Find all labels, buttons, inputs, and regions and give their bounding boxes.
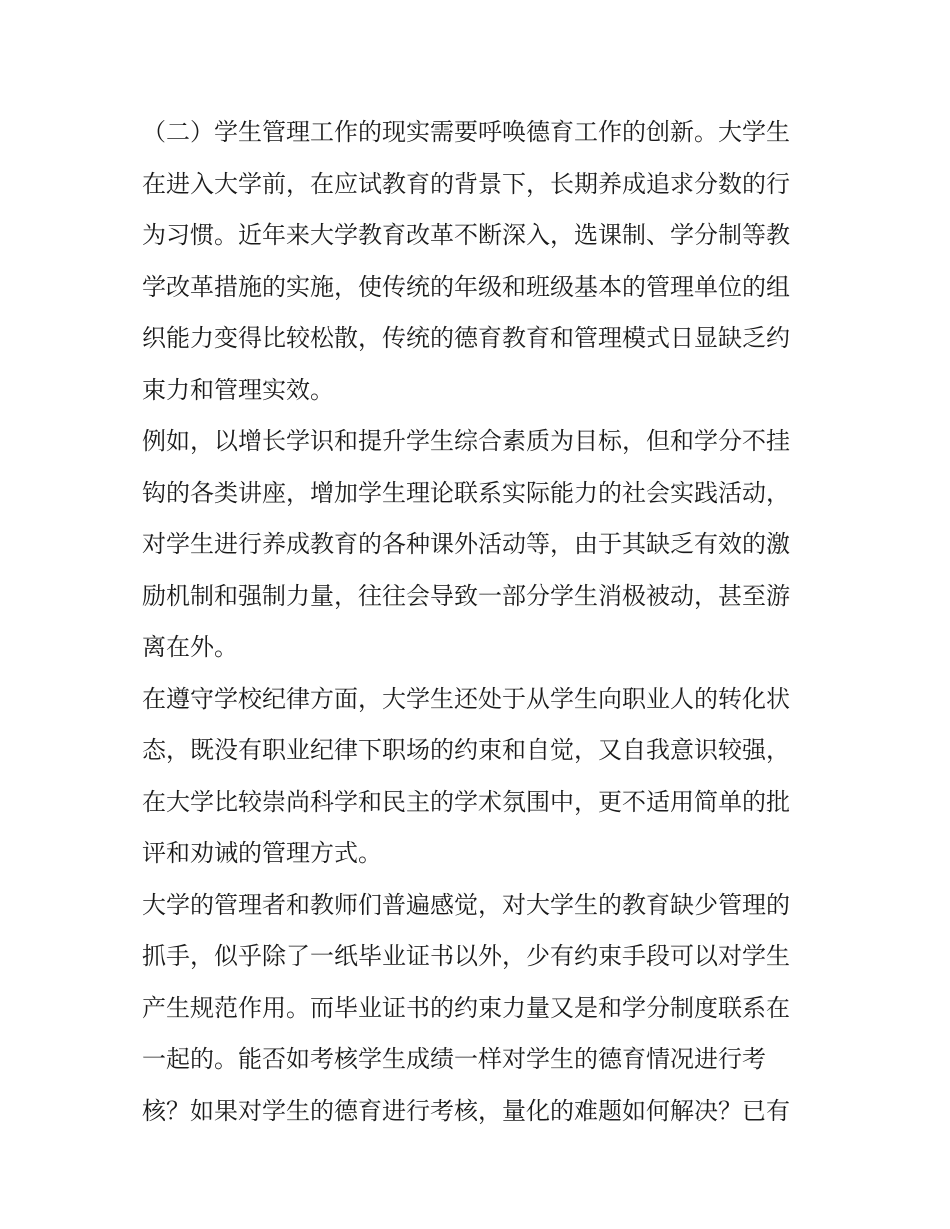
text-line: 励机制和强制力量，往往会导致一部分学生消极被动，甚至游 <box>142 581 790 610</box>
text-line: 评和劝诫的管理方式。 <box>142 839 382 867</box>
paragraph-1 <box>142 107 814 416</box>
text-line: 束力和管理实效。 <box>142 375 334 404</box>
text-line: 抓手，似乎除了一纸毕业证书以外，少有约束手段可以对学生 <box>142 942 790 970</box>
text-line: 学改革措施的实施，使传统的年级和班级基本的管理单位的组 <box>142 272 790 301</box>
text-line: 例如，以增长学识和提升学生综合素质为目标，但和学分不挂 <box>142 427 790 455</box>
document-body <box>142 107 814 1137</box>
text-line: 在遵守学校纪律方面，大学生还处于从学生向职业人的转化状 <box>142 684 790 713</box>
text-line: 大学的管理者和教师们普遍感觉，对大学生的教育缺少管理的 <box>142 890 790 919</box>
text-line: 离在外。 <box>142 633 238 661</box>
text-line: 产生规范作用。而毕业证书的约束力量又是和学分制度联系在 <box>142 993 790 1022</box>
text-line: 钩的各类讲座，增加学生理论联系实际能力的社会实践活动， <box>142 478 790 507</box>
text-line: 一起的。能否如考核学生成绩一样对学生的德育情况进行考 <box>142 1045 766 1073</box>
text-line: 对学生进行养成教育的各种课外活动等，由于其缺乏有效的激 <box>142 530 790 558</box>
text-line: 为习惯。近年来大学教育改革不断深入，选课制、学分制等教 <box>142 221 790 249</box>
paragraph-2 <box>142 416 814 674</box>
text-line: （二）学生管理工作的现实需要呼唤德育工作的创新。大学生 <box>142 118 790 146</box>
text-line: 在大学比较崇尚科学和民主的学术氛围中，更不适用简单的批 <box>142 787 790 816</box>
text-line: 在进入大学前，在应试教育的背景下，长期养成追求分数的行 <box>142 169 790 198</box>
text-line: 核？如果对学生的德育进行考核，量化的难题如何解决？已有 <box>142 1096 790 1125</box>
paragraph-3 <box>142 674 814 880</box>
text-line: 织能力变得比较松散，传统的德育教育和管理模式日显缺乏约 <box>142 324 790 352</box>
paragraph-4 <box>142 880 814 1138</box>
text-line: 态，既没有职业纪律下职场的约束和自觉，又自我意识较强， <box>142 736 790 764</box>
